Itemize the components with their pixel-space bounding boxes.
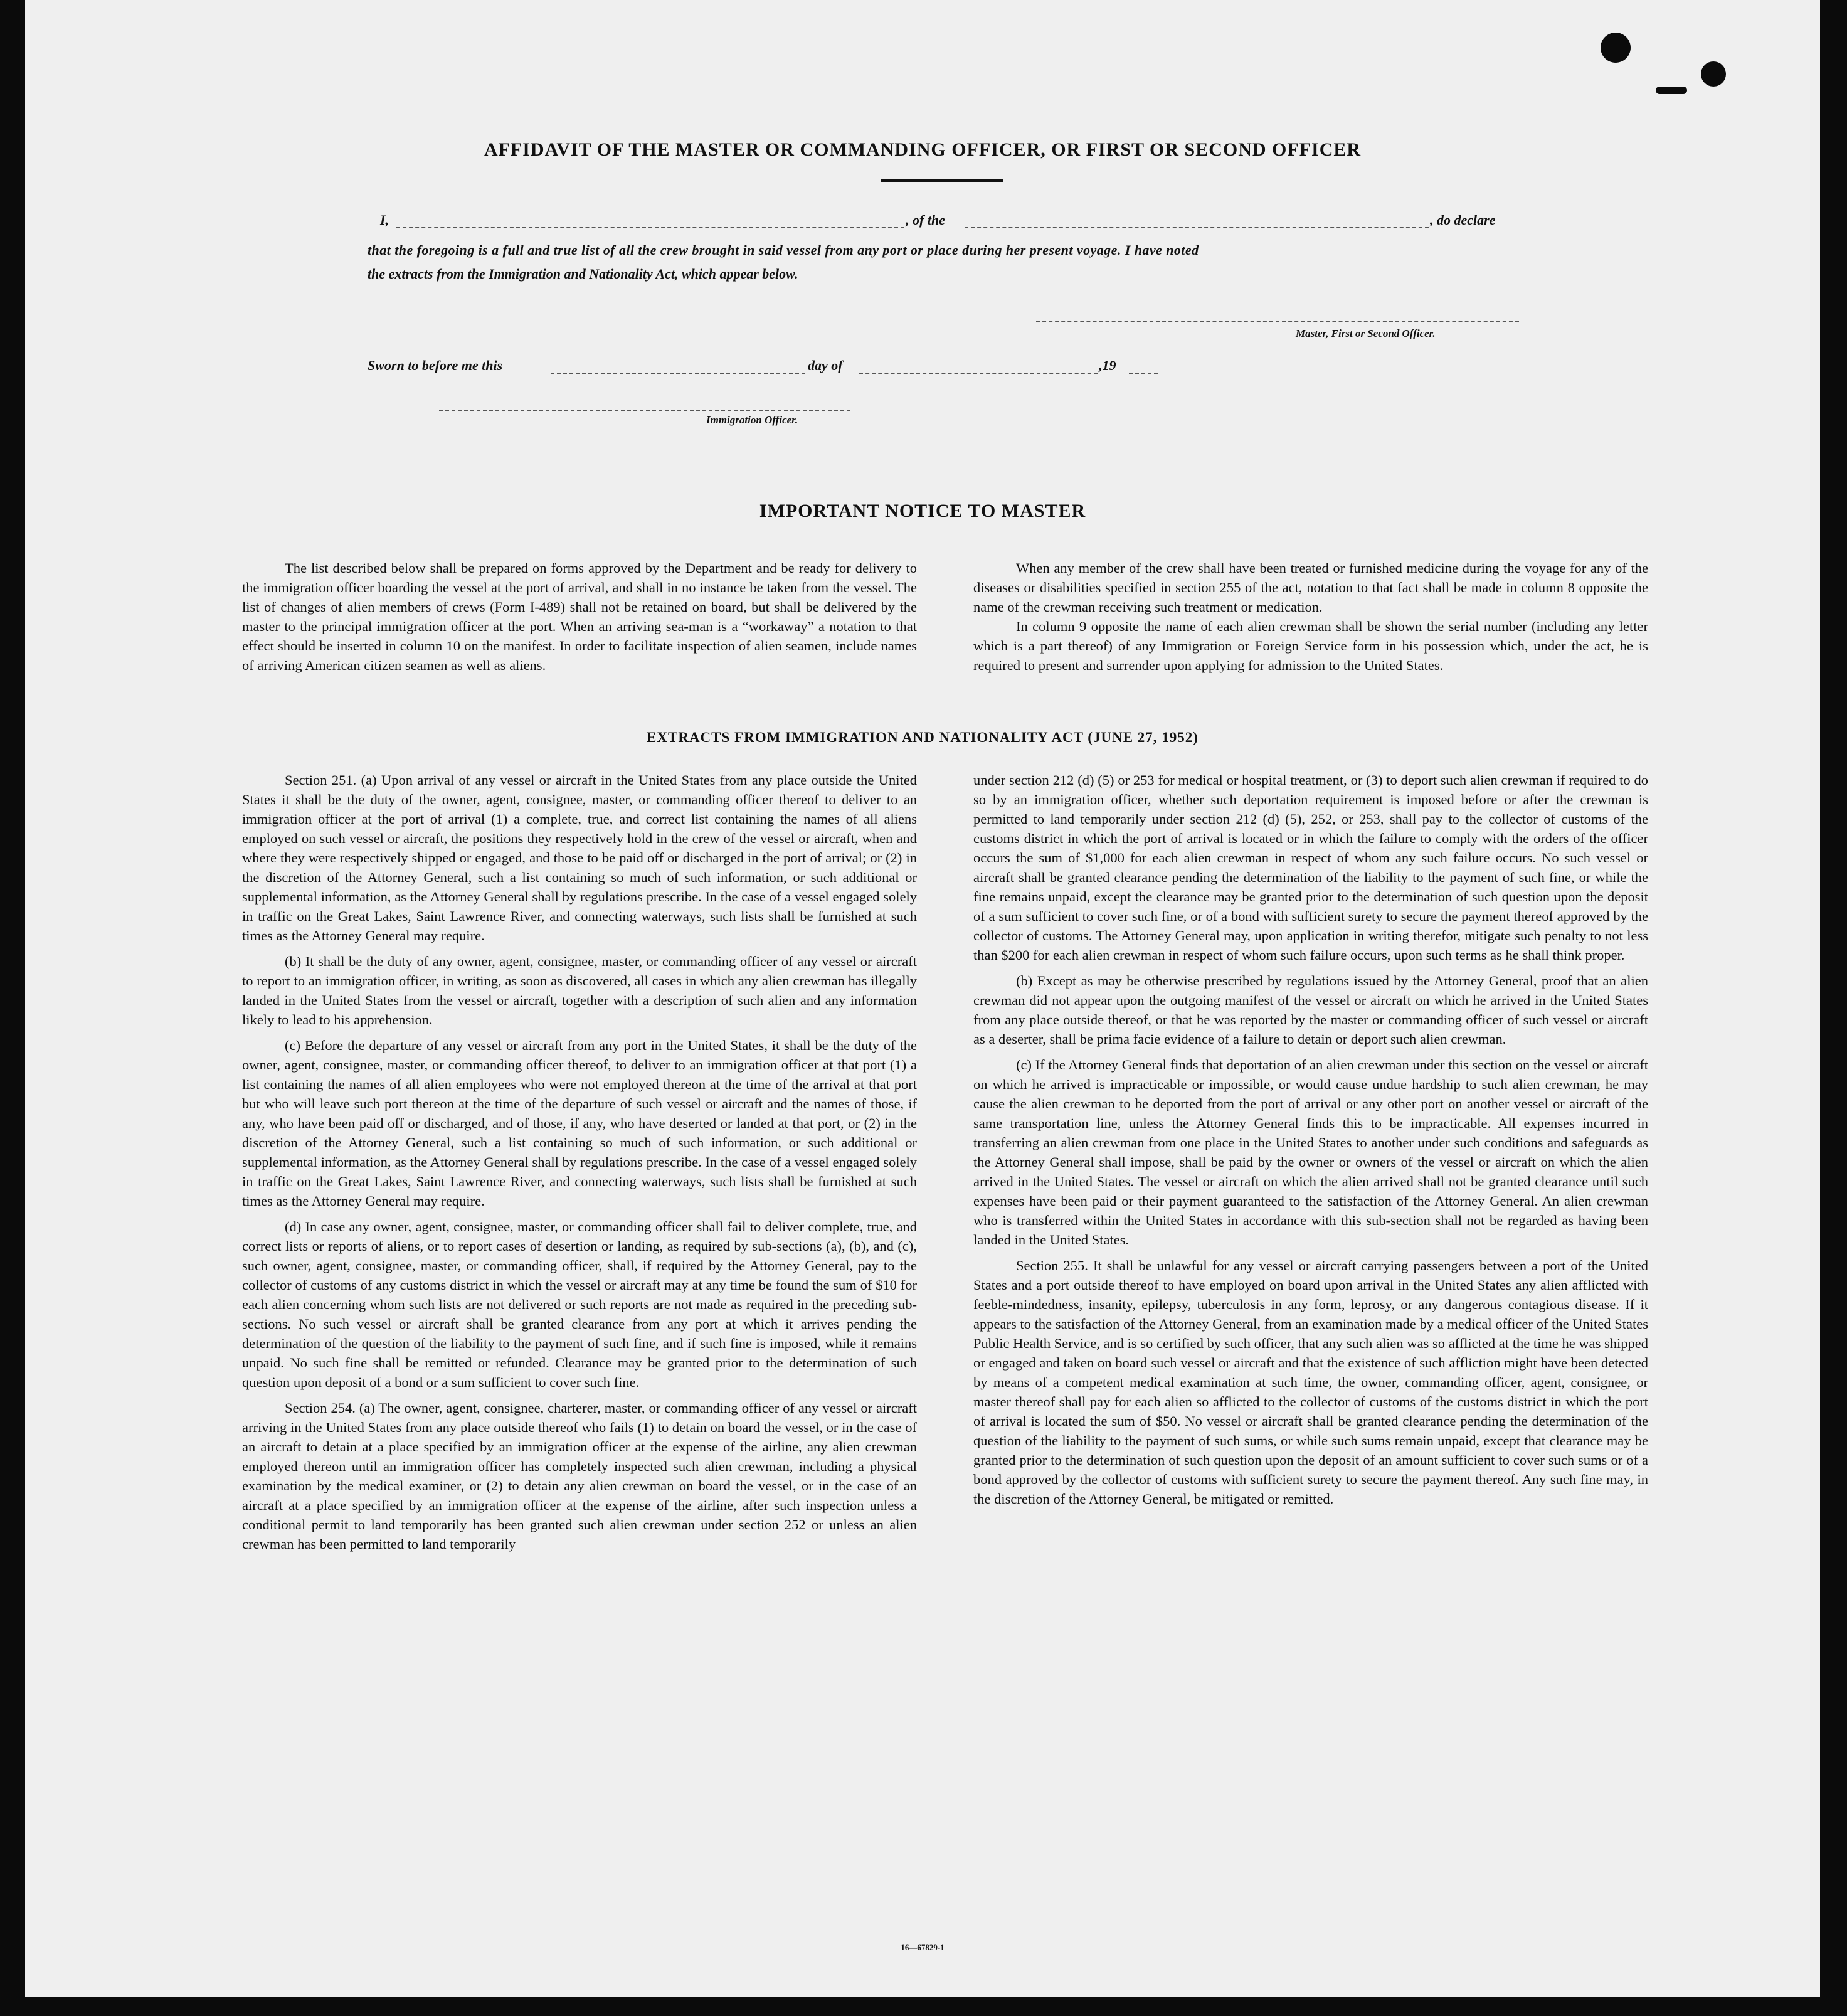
month-blank-line bbox=[859, 373, 1098, 374]
name-blank-line bbox=[396, 227, 904, 228]
notice-left-column bbox=[242, 558, 917, 681]
section-251d: (d) In case any owner, agent, consignee, master, or commanding officer shall fail to deliver complete, true, and correct lists or reports of aliens, or to report cases of desertion or landing, as required by sub-sections (a), (b), and (c), such owner, agent, consignee, master, or commanding officer, shall, if required by the Attorney General, pay to the collector of customs of any customs district in which the vessel or aircraft may at any time be found the sum of $10 for each alien concerning whom such lists are not delivered or such reports are not made as required in the preceding sub-sections. No such vessel or aircraft shall be granted clearance from any port at which it arrives pending the determination of the question of the liability to the payment of such fine, and if such fine is imposed, while it remains unpaid. No such fine shall be remitted or refunded. Clearance may be granted prior to the determination of such question upon deposit of a bond or a sum sufficient to cover such fine. bbox=[242, 1219, 917, 1390]
notice-paragraph: In column 9 opposite the name of each alien crewman shall be shown the serial number (including any letter which is a part thereof) of any Immigration or Foreign Service form in his possession which, under the act, he is required to present and surrender upon applying for admission to the United States. bbox=[973, 618, 1648, 673]
sworn-label: Sworn to before me this bbox=[368, 358, 503, 373]
section-254a: Section 254. (a) The owner, agent, consignee, charterer, master, or commanding officer of any vessel or aircraft arriving in the United States from any place outside thereof who fails (1) to detain on board the vessel, or in the case of an aircraft to detain at a place specified by an immigration officer at the expense of the airline, any alien crewman employed thereon until an immigration officer has completely inspected such alien crewman, including a physical examination by the medical examiner, or (2) to detain any alien crewman on board the vessel, or in the case of an aircraft at a place specified by an immigration officer at the expense of the airline, after such inspection unless a conditional permit to land temporarily has been granted such alien crewman under section 252 or unless an alien crewman has been permitted to land temporarily bbox=[242, 1400, 917, 1552]
year-prefix-label: ,19 bbox=[1099, 358, 1116, 373]
section-251b: (b) It shall be the duty of any owner, agent, consignee, master, or commanding officer of any vessel or aircraft to report to an immigration officer, in writing, as soon as discovered, all cases in which any alien crewman has illegally landed in the United States from the vessel or aircraft, together with a description of such alien and any information likely to lead to his apprehension. bbox=[242, 953, 917, 1027]
notice-right-column bbox=[973, 558, 1648, 681]
master-signature-line bbox=[1036, 321, 1519, 322]
section-254a-continued: under section 212 (d) (5) or 253 for medical or hospital treatment, or (3) to deport such alien crewman if required to do so by an immigration officer, whether such deportation requirement is imposed before or after the crewman is permitted to land temporarily under section 212 (d) (5), 252, or 253, shall pay to the collector of customs of the customs district in which the port of arrival is located or in which the failure to comply with the orders of the officer occurs the sum of $1,000 for each alien crewman in respect of whom any such failure occurs. No such vessel or aircraft shall be granted clearance pending the determination of the liability to the payment of such fine, or while the fine remains unpaid, except the clearance may be granted prior to the determination of such question upon the deposit of a sum sufficient to cover such fine, or of a bond with sufficient surety to secure the payment thereof approved by the collector of customs. The Attorney General may, upon application in writing therefor, mitigate such penalty to not less than $200 for each alien crewman in respect of whom such failure occurs, upon such terms as he shall think proper. bbox=[973, 772, 1648, 963]
section-254b: (b) Except as may be otherwise prescribed by regulations issued by the Attorney General, proof that an alien crewman did not appear upon the outgoing manifest of the vessel or aircraft on which he arrived in the United States from any place outside thereof, or that he was reported by the master or commanding officer of such vessel or aircraft as a deserter, shall be prima facie evidence of a failure to detain or deport such alien crewman. bbox=[973, 973, 1648, 1047]
form-number: 16—67829-1 bbox=[901, 1943, 945, 1952]
affidavit-title: AFFIDAVIT OF THE MASTER OR COMMANDING OFFICER, OR FIRST OR SECOND OFFICER bbox=[484, 139, 1362, 160]
section-251a: Section 251. (a) Upon arrival of any vessel or aircraft in the United States from any place outside the United States it shall be the duty of the owner, agent, consignee, master, or commanding officer thereof to deliver to an immigration officer at the port of arrival (1) a complete, true, and correct list containing the names of all aliens employed on such vessel or aircraft, the positions they respectively hold in the crew of the vessel or aircraft, when and where they were respectively shipped or engaged, and those to be paid off or discharged in the port of arrival; or (2) in the discretion of the Attorney General, such a list containing so much of such information, or such additional or supplemental information, as the Attorney General shall by regulations prescribe. In the case of a vessel engaged solely in traffic on the Great Lakes, Saint Lawrence River, and connecting waterways, such lists shall be furnished at such times as the Attorney General may require. bbox=[242, 772, 917, 943]
extracts-right-column bbox=[973, 770, 1648, 1515]
day-of-label: day of bbox=[808, 358, 843, 373]
ink-blot bbox=[1701, 61, 1726, 87]
ink-blot bbox=[1601, 33, 1631, 63]
title-divider bbox=[881, 179, 1003, 182]
notice-title: IMPORTANT NOTICE TO MASTER bbox=[759, 501, 1086, 521]
officer-signature-caption: Immigration Officer. bbox=[706, 414, 798, 426]
section-255: Section 255. It shall be unlawful for any vessel or aircraft carrying passengers between a port of the United States and a port outside thereof to have employed on board upon arrival in the United States any alien afflicted with feeble-mindedness, insanity, epilepsy, tuberculosis in any form, leprosy, or any dangerous contagious disease. If it appears to the satisfaction of the Attorney General, from an examination made by a medical officer of the United States Public Health Service, and is so certified by such officer, that any such alien was so afflicted at the time he was shipped or engaged and taken on board such vessel or aircraft and that the existence of such affliction might have been detected by means of a competent medical examination at such time, the owner, commanding officer, agent, consignee, or master thereof shall pay for each alien so afflicted to the collector of customs of the customs district in which the port of arrival is located the sum of $50. No vessel or aircraft shall be granted clearance pending the determination of the question of the liability to the payment of such sums, or while such sums remain unpaid, except that clearance may be granted prior to the determination of such question upon the deposit of an amount sufficient to cover such sums or of a bond approved by the collector of customs with sufficient surety to secure the payment thereof. Any such fine may, in the discretion of the Attorney General, be mitigated or remitted. bbox=[973, 1258, 1648, 1507]
officer-signature-line bbox=[439, 410, 850, 411]
notice-paragraph: When any member of the crew shall have been treated or furnished medicine during the voyage for any of the diseases or disabilities specified in section 255 of the act, notation to that fact shall be made in column 8 opposite the name of the crewman receiving such treatment or medication. bbox=[973, 560, 1648, 615]
vessel-blank-line bbox=[965, 227, 1429, 228]
extracts-left-column bbox=[242, 770, 917, 1560]
declaration-statement-line2: the extracts from the Immigration and Nationality Act, which appear below. bbox=[368, 266, 798, 282]
document-page bbox=[25, 0, 1820, 1997]
sworn-day-blank-line bbox=[551, 373, 805, 374]
declaration-i-label: I, bbox=[380, 212, 389, 228]
year-blank-line bbox=[1129, 373, 1158, 374]
section-254c: (c) If the Attorney General finds that deportation of an alien crewman under this section on the vessel or aircraft on which he arrived is impracticable or impossible, or would cause undue hardship to such alien crewman, he may cause the alien crewman to be deported from the port of arrival or any other port on another vessel or aircraft of the same transportation line, unless the Attorney General finds this to be impracticable. All expenses incurred in transferring an alien crewman from one place in the United States to another under such conditions and safeguards as the Attorney General shall impose, shall be paid by the owner or owners of the vessel or aircraft on which the alien arrived in the United States. The vessel or aircraft on which the alien arrived shall not be granted clearance until such expenses have been paid or their payment guaranteed to the satisfaction of the Attorney General. An alien crewman who is transferred within the United States in accordance with this sub-section shall not be regarded as having been landed in the United States. bbox=[973, 1057, 1648, 1248]
of-the-label: , of the bbox=[906, 212, 945, 228]
do-declare-label: , do declare bbox=[1430, 212, 1496, 228]
ink-mark bbox=[1656, 87, 1687, 94]
notice-paragraph: The list described below shall be prepared on forms approved by the Department and be ready for delivery to the immigration officer boarding the vessel at the port of arrival, and shall in no instance be taken from the vessel. The list of changes of alien members of crews (Form I-489) shall not be retained on board, but shall be delivered by the master to the principal immigration officer at the port. When an arriving sea-man is a “workaway” a notation to that effect should be inserted in column 10 on the manifest. In order to facilitate inspection of alien seamen, include names of arriving American citizen seamen as well as aliens. bbox=[242, 560, 917, 673]
declaration-statement-line1: that the foregoing is a full and true list of all the crew brought in said vessel from any port or place during her present voyage. I have noted bbox=[368, 242, 1199, 258]
master-signature-caption: Master, First or Second Officer. bbox=[1296, 327, 1436, 339]
section-251c: (c) Before the departure of any vessel or aircraft from any port in the United States, it shall be the duty of the owner, agent, consignee, master, or commanding officer thereof, to deliver to an immigration officer at that port (1) a list containing the names of all alien employees who were not employed thereon at the time of the arrival at that port but who will leave such port thereon at the time of the departure of such vessel or aircraft and the names of those, if any, who have been paid off or discharged, and of those, if any, who have deserted or landed at that port, or (2) in the discretion of the Attorney General, such a list containing so much of such information, or such additional or supplemental information, as the Attorney General shall by regulations prescribe. In the case of a vessel engaged solely in traffic on the Great Lakes, Saint Lawrence River, and connecting waterways, such lists shall be furnished at such times as the Attorney General may require. bbox=[242, 1037, 917, 1209]
extracts-title: EXTRACTS FROM IMMIGRATION AND NATIONALITY ACT (JUNE 27, 1952) bbox=[647, 729, 1199, 745]
